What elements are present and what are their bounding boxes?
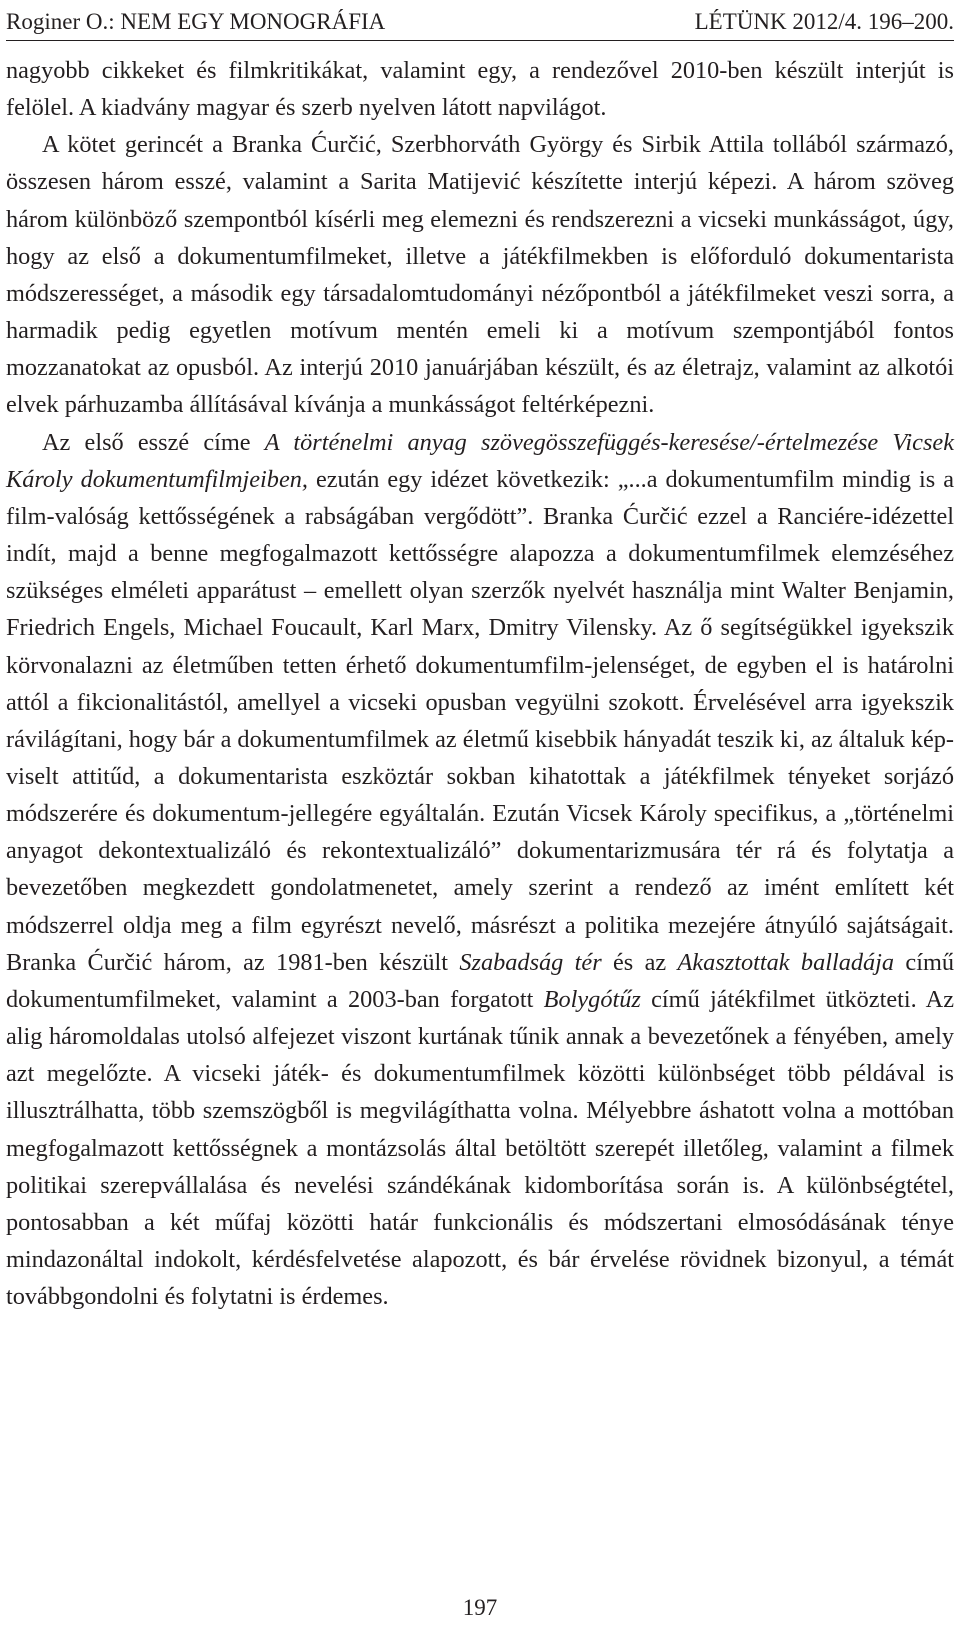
text-run: nagyobb cikkeket és filmkritikákat, valamint egy, a rendezővel 2010-ben készült interjút is felölel. A kiadvány magyar és szerb nyelven látott napvilágot.: [6, 57, 954, 122]
paragraph-essay-overview: [6, 126, 954, 423]
film-title: Szabadság tér: [459, 948, 602, 976]
text-run: A kötet gerincét a Branka Ćurčić, Szerbhorváth György és Sirbik Attila tollából származó, összesen három esszé, valamint a Sarita Matijević készítette interjú képezi. A három szöveg három különböző szempontból kísérli meg elemezni és rendszerezni a vicseki munkásságot, úgy, hogy az első a dokumentumfilmeket, illetve a játékfilmekben is előforduló dokumentarista módszerességet, a második egy társadalomtudományi nézőpontból a játékfilmeket veszi sorra, a harmadik pedig egyetlen motívum mentén emeli ki a motívum szempontjából fontos mozzanatokat az opusból. Az interjú 2010 januárjában készült, és az életrajz, valamint az alkotói elvek párhuzamba állításával kívánja a munkásságot feltérképezni.: [6, 131, 954, 419]
page-number: 197: [462, 1595, 498, 1620]
text-run: című játékfilmet ütközteti. Az alig háromoldalas utolsó alfejezet viszont kurtának tűnik annak a bevezetőnek a fényében, amely azt megelőzte. A vicseki játék- és dokumentumfilmek közötti különbséget több példával is illusztrálhatta, több szemszögből is megvilágíthatta volna. Mélyebbre áshatott volna a mottóban megfogalmazott kettősségnek a montázsolás által betöltött szerepét illetőleg, valamint a filmek politikai szerepvállalása és nevelési szándékának kidomborítása során is. A különbségtétel, pontosabban a két műfaj közötti határ funkcionális és módszertani elmosódásának ténye mindazonáltal indokolt, kérdésfelvetése alapozott, és bár érvelése rövidnek bizonyul, a témát továbbgondolni és folytatni is érdemes.: [6, 985, 955, 1311]
running-header: [6, 4, 954, 41]
text-run: című dokumentumfilmeket, valamint a 2003-ban forgatott: [6, 948, 954, 1013]
essay-title: A történelmi anyag szövegösszefüggés-keresése/-értelmezése Vicsek Károly dokumentumfilmjeiben,: [6, 428, 954, 493]
paragraph-continuation: [6, 52, 954, 126]
header-author-title: Roginer O.: NEM EGY MONOGRÁFIA: [6, 9, 386, 34]
paragraph-first-essay: [6, 424, 954, 1316]
film-title: Bolygótűz: [543, 985, 641, 1013]
text-run: ezután egy idézet következik: „...a dokumentumfilm mindig is a film-valóság kettősségének a rabságában vergődött”. Branka Ćurčić ezzel a Ranciére-idézettel indít, majd a benne megfogalmazott kettősségre alapozza a dokumentumfilmek elemzéséhez szükséges elméleti apparátust – emellett olyan szerzők nyelvét használja mint Walter Benjamin, Friedrich Engels, Michael Foucault, Karl Marx, Dmitry Vilensky. Az ő segítségükkel igyekszik körvonalazni az életműben tetten érhető dokumentumfilm-jelenséget, de egyben el is határolni attól a fikcionalitástól, amellyel a vicseki opusban vegyülni szokott. Érvelésével arra igyekszik rávilágítani, hogy bár a dokumentumfilmek az életmű kisebbik hányadát teszik ki, az általuk képviselt attitűd, a dokumentarista eszköztár sokban kihatottak a játékfilmek tényeket sorjázó módszerére és dokumentum-jellegére egyáltalán. Ezután Vicsek Károly specifikus, a „történelmi anyagot dekontextualizáló és rekontextualizáló” dokumentarizmusára tér rá és folytatja a bevezetőben megkezdett gondolatmenetet, amely szerint a rendező az imént említett két módszerrel oldja meg a film egyrészt nevelő, másrészt a politika mezejére átnyúló sajátságait. Branka Ćurčić három, az 1981-ben készült: [6, 465, 954, 976]
text-run: és az: [601, 948, 678, 976]
film-title: Akasztottak balladája: [677, 948, 895, 976]
body-text: [6, 52, 954, 1315]
text-run: Az első esszé címe: [42, 428, 265, 456]
header-journal-citation: LÉTÜNK 2012/4. 196–200.: [694, 9, 954, 34]
